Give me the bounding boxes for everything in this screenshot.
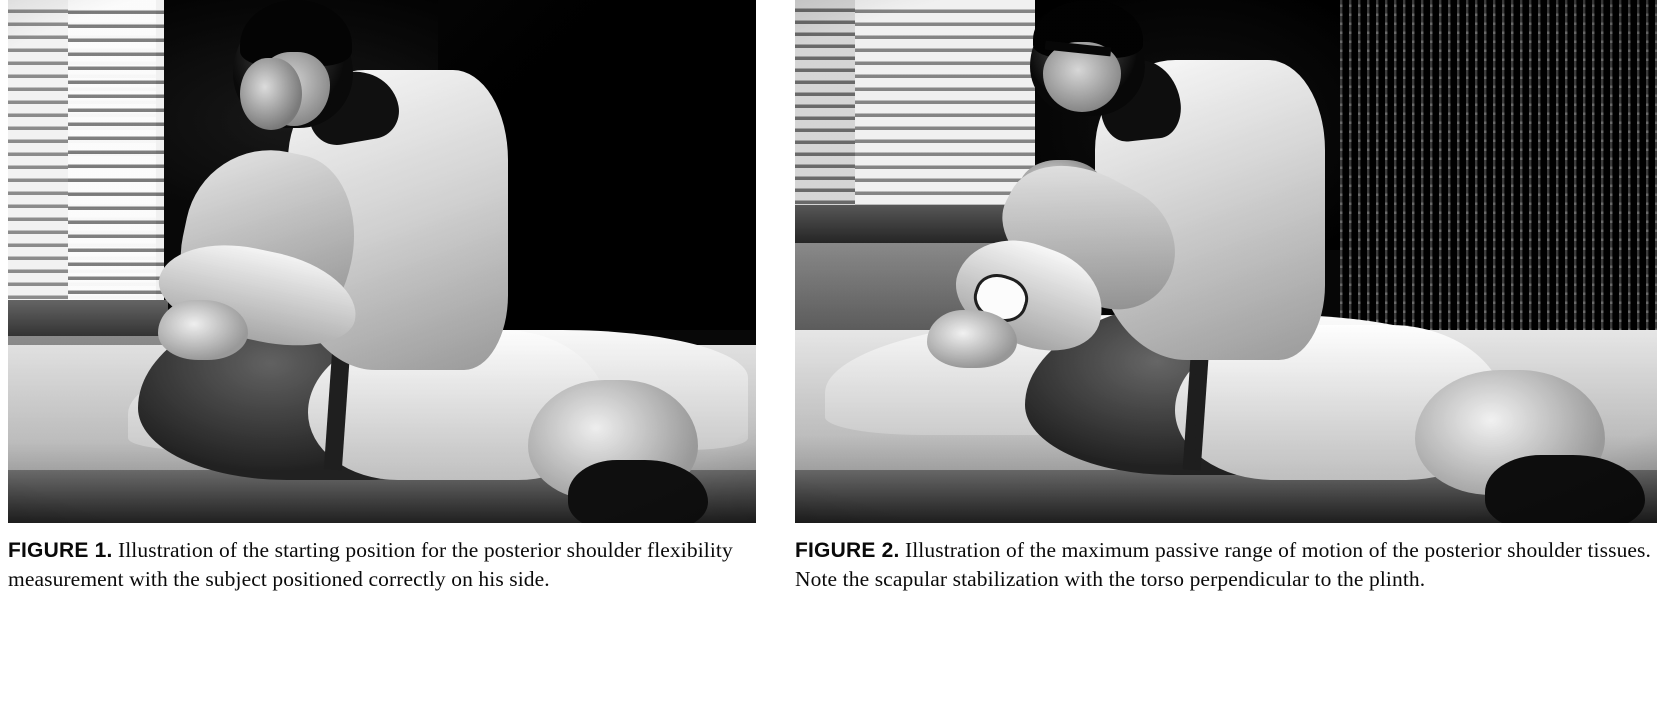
figure-1-label: FIGURE 1. [8,539,113,562]
figure-2-caption-text: Illustration of the maximum passive range of motion of the posterior shoulder tissues. Note the scapular stabilization with the torso perpendicular to the plinth. [795,538,1652,591]
figure-2-photo [795,0,1657,523]
figure-1-block [8,0,756,594]
photo-vignette [795,0,1657,523]
photo-vignette [8,0,756,523]
figure-1-photo [8,0,756,523]
figure-1-caption [8,536,748,594]
figure-1-caption-text: Illustration of the starting position for the posterior shoulder flexibility measurement with the subject positioned correctly on his side. [8,538,733,591]
figure-2-label: FIGURE 2. [795,539,900,562]
figure-2-caption [795,536,1655,594]
figure-2-block [795,0,1657,594]
